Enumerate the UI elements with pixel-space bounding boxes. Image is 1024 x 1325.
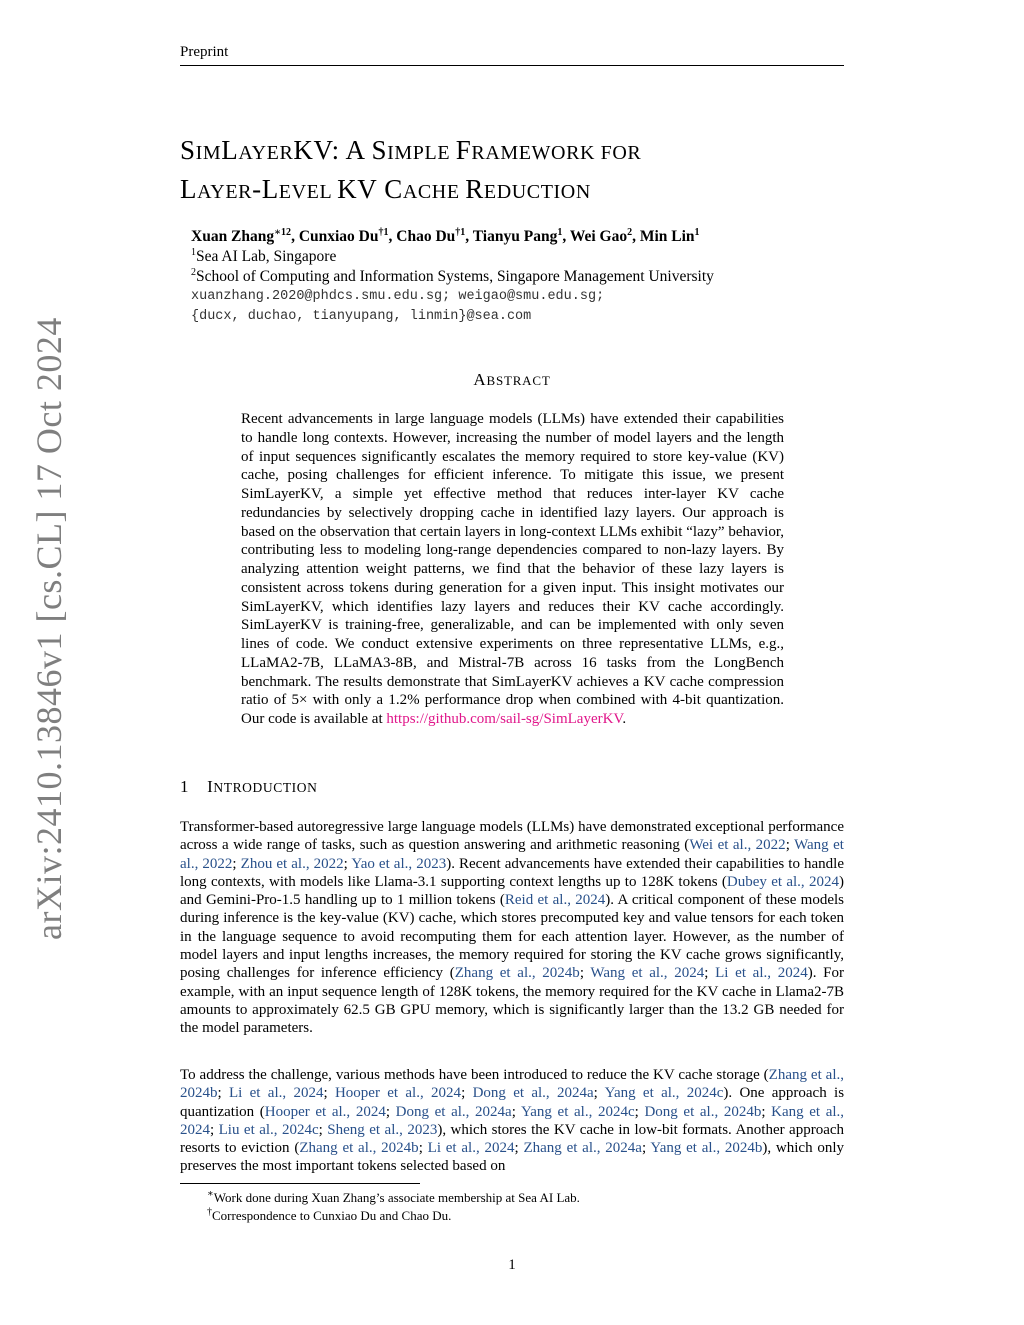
paragraph-text: ;: [579, 965, 591, 982]
paragraph-text: ;: [704, 965, 716, 982]
title-small: IM: [195, 142, 222, 164]
footnote-text: Correspondence to Cunxiao Du and Chao Du.: [212, 1208, 452, 1223]
affiliation-text: School of Computing and Information Systems, Singapore Management University: [196, 268, 714, 285]
author-name: Wei Gao: [569, 228, 628, 245]
citation-link[interactable]: Wei et al., 2022: [689, 837, 786, 854]
title-small: AYER: [238, 142, 294, 164]
code-link[interactable]: https://github.com/sail-sg/SimLayerKV: [386, 711, 623, 727]
paragraph-text: ;: [323, 1085, 335, 1102]
citation-link[interactable]: Yang et al., 2024c: [604, 1085, 724, 1102]
paragraph-text: ;: [418, 1140, 428, 1157]
title-cap: S: [371, 135, 388, 165]
citation-link[interactable]: Zhou et al., 2022: [240, 855, 344, 872]
section-number: 1: [180, 777, 190, 796]
citation-link[interactable]: Dong et al., 2024b: [644, 1103, 762, 1120]
citation-link[interactable]: Hooper et al., 2024: [264, 1103, 386, 1120]
title-small: AYER: [197, 181, 253, 203]
abstract-text: Recent advancements in large language models (LLMs) have extended their capabilities to handle long contexts. However, increasing the number of model layers and the length of input sequences significantly escalates the memory required to store key-value (KV) cache, posing challenges for efficient inference. To mitigate this issue, we present SimLayerKV, a simple yet effective method that reduces inter-layer KV cache redundancies by selectively dropping cache in identified lazy layers. Our approach is based on the observation that certain layers in long-context LLMs exhibit “lazy” behavior, contributing less to modeling long-range dependencies compared to non-lazy layers. By analyzing attention weight patterns, we find that the behavior of these lazy layers is consistent across tokens during generation for a given input. This insight motivates our SimLayerKV, which identifies lazy layers and reduces their KV cache accordingly. SimLayerKV is training-free, generalizable, and can be implemented with only seven lines of code. We conduct extensive experiments on three representative LLMs, e.g., LLaMA2-7B, LLaMA3-8B, and Mistral-7B across 16 tasks from the LongBench benchmark. The results demonstrate that SimLayerKV achieves a KV cache compression ratio of 5× with only a 1.2% performance drop when combined with 4-bit quantization. Our code is available at: [241, 411, 784, 727]
author-name: Chao Du: [396, 228, 456, 245]
title-small: ACHE: [402, 181, 466, 203]
citation-link[interactable]: Li et al., 2024: [715, 965, 808, 982]
paragraph-text: ;: [511, 1103, 521, 1120]
email-line-1: xuanzhang.2020@phdcs.smu.edu.sg; weigao@smu.edu.sg;: [191, 289, 605, 304]
citation-link[interactable]: Sheng et al., 2023: [327, 1121, 438, 1138]
author-list: Xuan Zhang$^{∗12}$, Cunxiao Du$^{\dagger 1}$, Chao Du$^{\dagger 1}$, Tianyu Pang$^1$, Wei Gao$^2$, Min Lin$^1$: [191, 226, 700, 245]
arxiv-identifier: arXiv:2410.13846v1 [cs.CL] 17 Oct 2024: [29, 317, 69, 940]
citation-link[interactable]: Zhang et al., 2024b: [299, 1140, 419, 1157]
citation-link[interactable]: Hooper et al., 2024: [334, 1085, 462, 1102]
paragraph-text: ;: [385, 1103, 396, 1120]
paragraph-text: ). Recent advancements have extended their capabilities to handle long contexts, with models like Llama-3.1 supporting context lengths up to 128K tokens (: [180, 855, 844, 890]
title-cap: S: [180, 135, 196, 165]
title-cap: R: [465, 174, 484, 204]
paragraph-text: ;: [785, 837, 795, 854]
paragraph-text: ;: [461, 1085, 473, 1102]
citation-link[interactable]: Wang et al., 2024: [590, 965, 705, 982]
paragraph-text: ;: [318, 1121, 328, 1138]
title-cap: L: [221, 135, 239, 165]
affiliation: [191, 247, 841, 267]
paragraph-text: ). For example, with an input sequence length of 128K tokens, the memory required for the KV cache in Llama2-7B amounts to approximately 62.5 GB GPU memory, which is significantly larger than the 13.2 GB needed for the model parameters.: [180, 965, 844, 1037]
affiliation: [191, 267, 841, 287]
title-small: EVEL: [278, 181, 338, 203]
citation-link[interactable]: Dubey et al., 2024: [726, 873, 840, 890]
section-title-cap: I: [207, 777, 214, 796]
author-mark: 1: [557, 226, 563, 238]
section-heading-introduction: [180, 777, 317, 797]
citation-link[interactable]: Yang et al., 2024b: [650, 1140, 763, 1157]
title-cap: F: [455, 135, 472, 165]
paragraph-text: ;: [593, 1085, 605, 1102]
affiliation-mark: 1: [191, 246, 196, 258]
author-name: Min Lin: [639, 228, 695, 245]
paragraph-text: ) and Gemini-Pro-1.5 handling up to 1 million tokens (: [180, 873, 845, 909]
abstract-heading-cap: A: [473, 370, 487, 389]
title-cap: KV: A: [293, 135, 372, 165]
citation-link[interactable]: Reid et al., 2024: [504, 892, 606, 909]
citation-link[interactable]: Zhang et al., 2024b: [454, 965, 580, 982]
paragraph-text: ), which stores the KV cache in low-bit formats. Another approach resorts to eviction (: [180, 1121, 845, 1157]
affiliation-text: Sea AI Lab, Singapore: [196, 248, 337, 265]
paragraph-text: ;: [634, 1103, 645, 1120]
paragraph-text: ). A critical component of these models during inference is the key-value (KV) cache, which stores precomputed key and value tensors for each token in the language sequence to avoid recomputing them for each attention layer. However, as the number of model layers and input lengths increases, the memory required for storing the KV cache grows significantly, posing challenges for inference efficiency (: [180, 892, 845, 982]
paragraph-text: ;: [641, 1140, 651, 1157]
paragraph-text: ;: [514, 1140, 524, 1157]
paper-title: [180, 132, 844, 210]
footnote-mark: †: [207, 1206, 212, 1218]
citation-link[interactable]: Li et al., 2024: [427, 1140, 515, 1157]
citation-link[interactable]: Zhang et al., 2024a: [523, 1140, 642, 1157]
title-small: EDUCTION: [483, 181, 591, 203]
citation-link[interactable]: Dong et al., 2024a: [472, 1085, 594, 1102]
author-mark: †1: [378, 226, 389, 238]
affiliation-list: [191, 247, 841, 287]
paragraph-text: ;: [232, 855, 241, 872]
abstract-heading-rest: BSTRACT: [486, 373, 551, 388]
title-cap: L: [180, 174, 198, 204]
abstract-end: .: [622, 711, 627, 727]
citation-link[interactable]: Yao et al., 2023: [351, 855, 447, 872]
paragraph-text: ;: [761, 1103, 772, 1120]
paragraph-text: ;: [210, 1121, 219, 1138]
citation-link[interactable]: Liu et al., 2024c: [218, 1121, 319, 1138]
title-cap: -L: [252, 174, 279, 204]
header-rule: [180, 65, 844, 66]
section-title-rest: NTRODUCTION: [213, 780, 318, 795]
paragraph-text: ;: [343, 855, 352, 872]
citation-link[interactable]: Yang et al., 2024c: [520, 1103, 635, 1120]
author-mark: 1: [694, 226, 700, 238]
intro-paragraph-2: [180, 1066, 844, 1176]
paragraph-text: ), which only preserves the most important tokens selected based on: [180, 1140, 845, 1175]
footnote: [207, 1207, 580, 1225]
author-mark: †1: [455, 226, 466, 238]
citation-link[interactable]: Li et al., 2024: [229, 1085, 324, 1102]
citation-link[interactable]: Wang et al., 2022: [180, 837, 844, 872]
footnote-rule: [180, 1183, 420, 1184]
title-line-2: [180, 171, 844, 210]
intro-paragraph-1: [180, 818, 844, 1038]
citation-link[interactable]: Dong et al., 2024a: [395, 1103, 512, 1120]
abstract-heading: [0, 370, 1024, 390]
author-name: Xuan Zhang: [191, 228, 275, 245]
author-mark: ∗12: [274, 226, 292, 238]
footnotes: [207, 1189, 580, 1225]
author-mark: 2: [627, 226, 633, 238]
email-line-2: {ducx, duchao, tianyupang, linmin}@sea.com: [191, 309, 532, 324]
author-name: Tianyu Pang: [472, 228, 558, 245]
footnote-mark: ∗: [207, 1188, 214, 1200]
running-head: Preprint: [180, 44, 229, 60]
abstract-body: [241, 410, 784, 729]
author-name: Cunxiao Du: [298, 228, 379, 245]
title-cap: C: [384, 174, 403, 204]
title-small: IMPLE: [387, 142, 456, 164]
page-number: 1: [508, 1257, 516, 1273]
affiliation-mark: 2: [191, 266, 196, 278]
footnote-text: Work done during Xuan Zhang’s associate membership at Sea AI Lab.: [213, 1190, 580, 1205]
title-small: RAMEWORK FOR: [471, 142, 642, 164]
citation-link[interactable]: Zhang et al., 2024b: [180, 1067, 844, 1102]
citation-link[interactable]: Kang et al., 2024: [180, 1103, 845, 1138]
author-block: [191, 227, 841, 327]
paragraph-text: ;: [217, 1085, 229, 1102]
footnote: [207, 1189, 580, 1207]
paragraph-text: Transformer-based autoregressive large language models (LLMs) have demonstrated exceptional performance across a wide range of tasks, such as question answering and arithmetic reasoning (: [180, 819, 844, 854]
paragraph-text: ). One approach is quantization (: [180, 1085, 845, 1120]
title-cap: KV: [337, 174, 385, 204]
title-line-1: [180, 132, 844, 171]
paragraph-text: To address the challenge, various methods have been introduced to reduce the KV cache storage (: [180, 1067, 769, 1083]
